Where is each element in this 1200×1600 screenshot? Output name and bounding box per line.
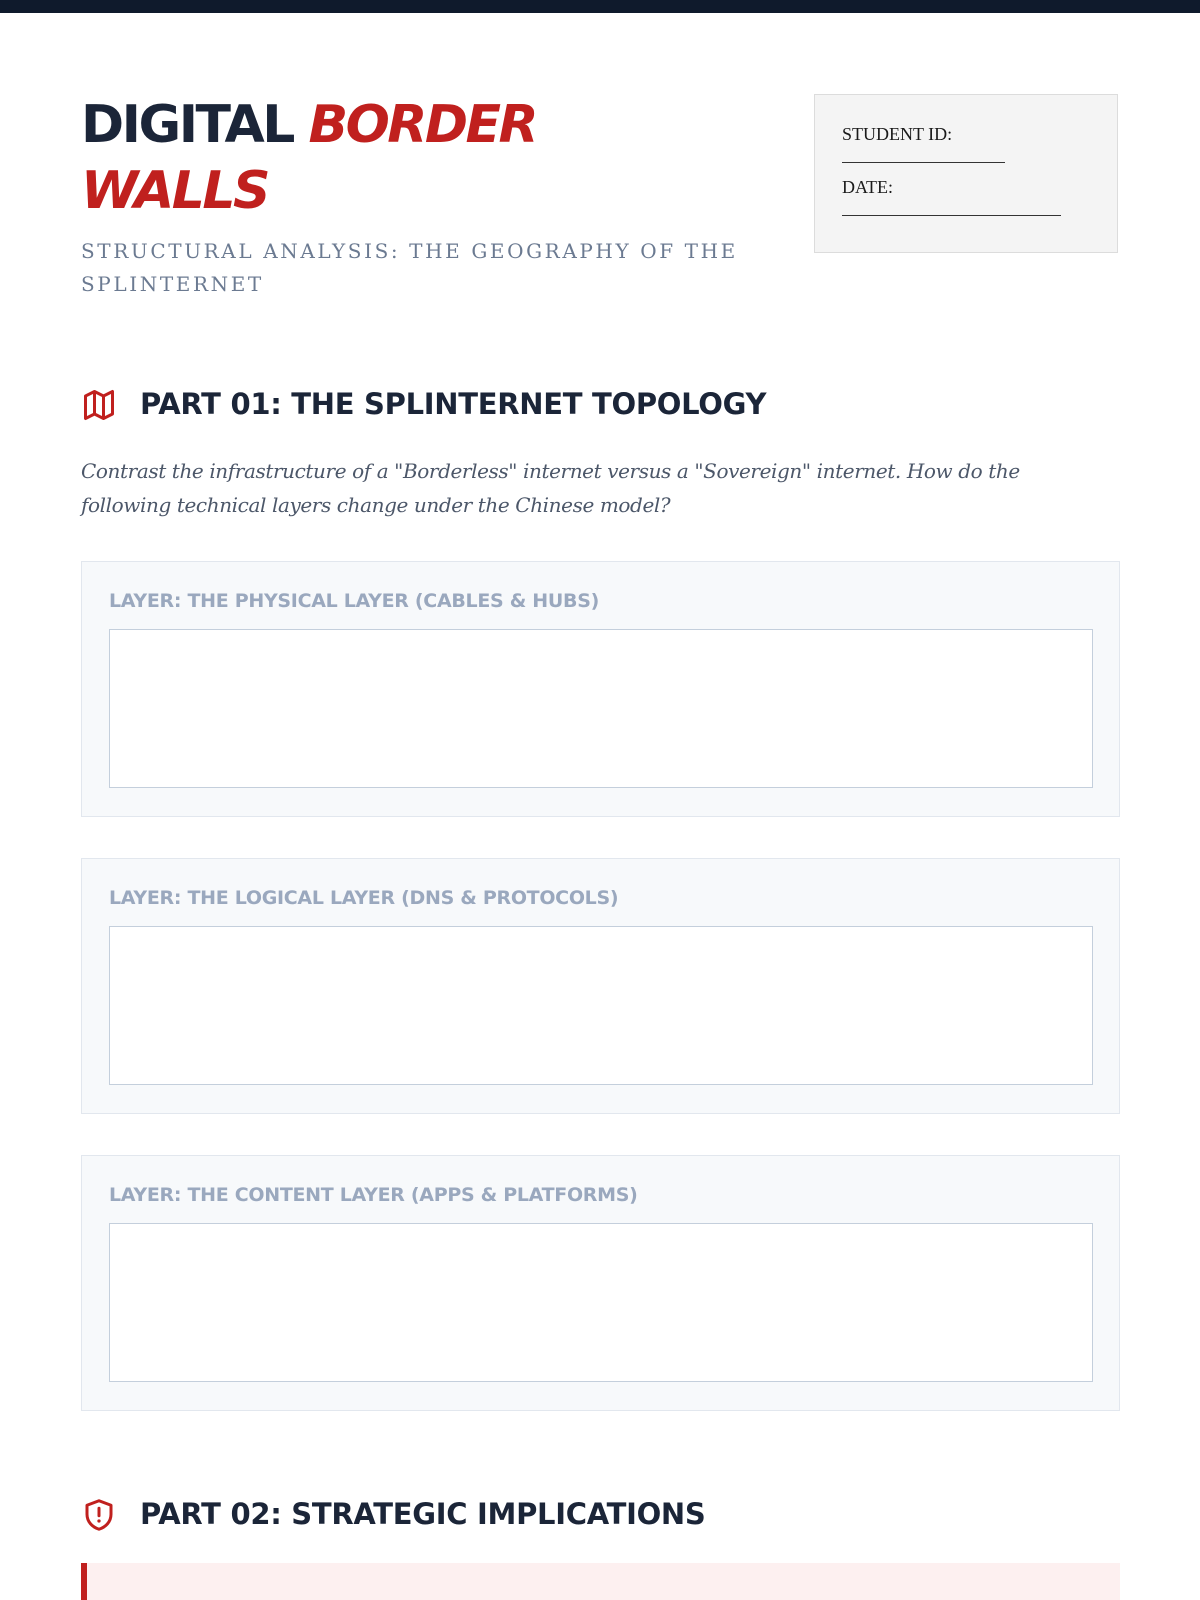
date-label: DATE: — [842, 177, 893, 197]
map-icon — [81, 387, 117, 423]
part1-header — [81, 383, 1120, 423]
part1-instructions: Contrast the infrastructure of a "Borderless" internet versus a "Sovereign" internet. How do the following technical layers change under the Chinese model? — [81, 459, 1020, 517]
page-subtitle: STRUCTURAL ANALYSIS: THE GEOGRAPHY OF THE SPLINTERNET — [81, 239, 738, 296]
layer-card-physical — [81, 561, 1120, 817]
part2-header — [81, 1493, 1120, 1533]
layer-card-content — [81, 1155, 1120, 1411]
physical-layer-answer-box[interactable] — [109, 629, 1093, 788]
worksheet-header — [81, 92, 1120, 322]
layer-label: LAYER: THE CONTENT LAYER (APPS & PLATFORMS) — [109, 1184, 638, 1206]
part1-heading: PART 01: THE SPLINTERNET TOPOLOGY — [140, 387, 767, 421]
layer-label: LAYER: THE LOGICAL LAYER (DNS & PROTOCOLS) — [109, 887, 619, 909]
layer-card-logical — [81, 858, 1120, 1114]
layer-label: LAYER: THE PHYSICAL LAYER (CABLES & HUBS) — [109, 590, 599, 612]
student-id-line — [842, 162, 1005, 163]
title-main: DIGITAL — [81, 95, 293, 155]
date-line — [842, 215, 1061, 216]
content-layer-answer-box[interactable] — [109, 1223, 1093, 1382]
student-info-box — [814, 94, 1118, 253]
part2-callout-box — [81, 1563, 1120, 1600]
student-id-field — [842, 123, 1117, 176]
part2-heading: PART 02: STRATEGIC IMPLICATIONS — [140, 1497, 706, 1531]
title-accent: BORDER WALLS — [81, 95, 537, 221]
top-bar — [0, 0, 1200, 13]
shield-alert-icon — [81, 1497, 117, 1533]
logical-layer-answer-box[interactable] — [109, 926, 1093, 1085]
date-field — [842, 176, 1117, 229]
page-title — [81, 92, 721, 224]
student-id-label: STUDENT ID: — [842, 124, 953, 144]
